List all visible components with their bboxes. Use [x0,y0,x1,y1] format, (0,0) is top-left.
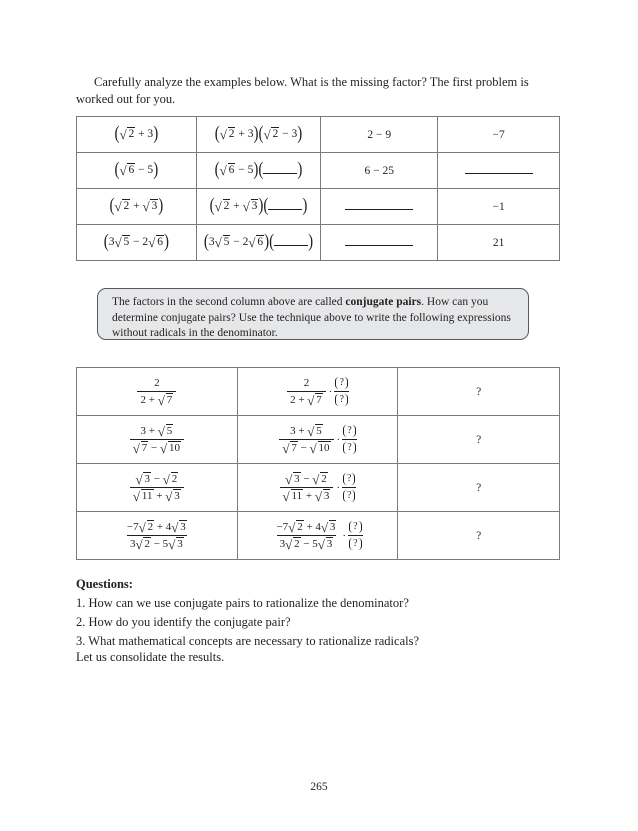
answer-cell: ? [398,512,560,560]
multiplication-cell: $\frac{2}{2 + √ 7}$ · ? ? [237,368,398,416]
multiplication-cell: √ 3 − √ 2 √ 11 + √ 3 · ? ? [237,464,398,512]
table-row [77,368,560,416]
answer-cell: ? [398,464,560,512]
answer-blank [268,208,302,210]
missing-factor-mark: ? [335,377,347,389]
missing-factor-table [76,116,560,261]
questions-section [76,575,576,651]
answer-blank [465,173,533,174]
expression-cell: (√ 2 + √ 3) [77,189,197,225]
callout-term: conjugate pairs [345,296,422,308]
intro-paragraph [76,74,566,108]
answer-blank [274,244,308,246]
table-row [77,464,560,512]
multiplication-cell: 3 + √ 5 √ 7 − √ 10 · ? ? [237,416,398,464]
multiplication-cell: $\frac{-7√ 2 + 4√ 3}{3√ 2 - 5√ 3}$ · ? ? [237,512,398,560]
result-cell: 21 [438,225,560,261]
product-cell: (√ 6 − 5)( ) [196,153,321,189]
expansion-cell [321,189,438,225]
table-row [77,153,560,189]
expression-cell: $\frac{-7√ 2 + 4√ 3}{3√ 2 - 5√ 3}$ [77,512,238,560]
missing-factor-mark: ? [343,473,355,485]
rationalize-table [76,367,560,560]
expansion-cell: 6 − 25 [321,153,438,189]
list-item: 1. How can we use conjugate pairs to rationalize the denominator? [76,596,409,610]
missing-factor-mark: ? [349,538,361,550]
consolidate-text: Let us consolidate the results. [76,650,225,664]
answer-cell: ? [398,416,560,464]
intro-text: Carefully analyze the examples below. What is the missing factor? The first problem is worked out for you. [76,75,529,106]
expansion-cell: 2 − 9 [321,117,438,153]
missing-factor-mark: ? [349,521,361,533]
table-row [77,416,560,464]
list-item: 3. What mathematical concepts are necessary to rationalize radicals? [76,634,420,648]
table-row [77,225,560,261]
missing-factor-mark: ? [343,442,355,454]
result-cell: −1 [438,189,560,225]
answer-blank [345,245,413,246]
expansion-cell [321,225,438,261]
product-cell: (3√ 5 − 2√ 6)( ) [196,225,321,261]
missing-factor-mark: ? [343,425,355,437]
expression-cell: (√ 2 + 3) [77,117,197,153]
table-row [77,512,560,560]
result-cell: −7 [438,117,560,153]
missing-factor-mark: ? [335,394,347,406]
answer-blank [345,209,413,210]
page-number: 265 [310,781,328,793]
expression-cell: (√ 6 − 5) [77,153,197,189]
list-item: 2. How do you identify the conjugate pair? [76,615,291,629]
callout-text: The factors in the second column above are called [112,296,346,308]
result-cell [438,153,560,189]
product-cell: (√ 2 + 3)(√ 2 − 3) [196,117,321,153]
expression-cell: 3 + √ 5 √ 7 − √ 10 [77,416,238,464]
expression-cell: $\frac{2}{2 + √ 7}$ [77,368,238,416]
conjugate-pairs-callout [97,288,529,340]
table-row [77,117,560,153]
missing-factor-mark: ? [343,490,355,502]
questions-heading: Questions: [76,577,133,591]
table-row [77,189,560,225]
expression-cell: √ 3 − √ 2 √ 11 + √ 3 [77,464,238,512]
callout-text: . How can you determine conjugate pairs? Use the technique above to write the following expressions without radicals in the denominator. [112,296,511,339]
answer-cell: ? [398,368,560,416]
product-cell: (√ 2 + √ 3)( ) [196,189,321,225]
answer-blank [263,172,297,174]
expression-cell: (3√ 5 − 2√ 6) [77,225,197,261]
